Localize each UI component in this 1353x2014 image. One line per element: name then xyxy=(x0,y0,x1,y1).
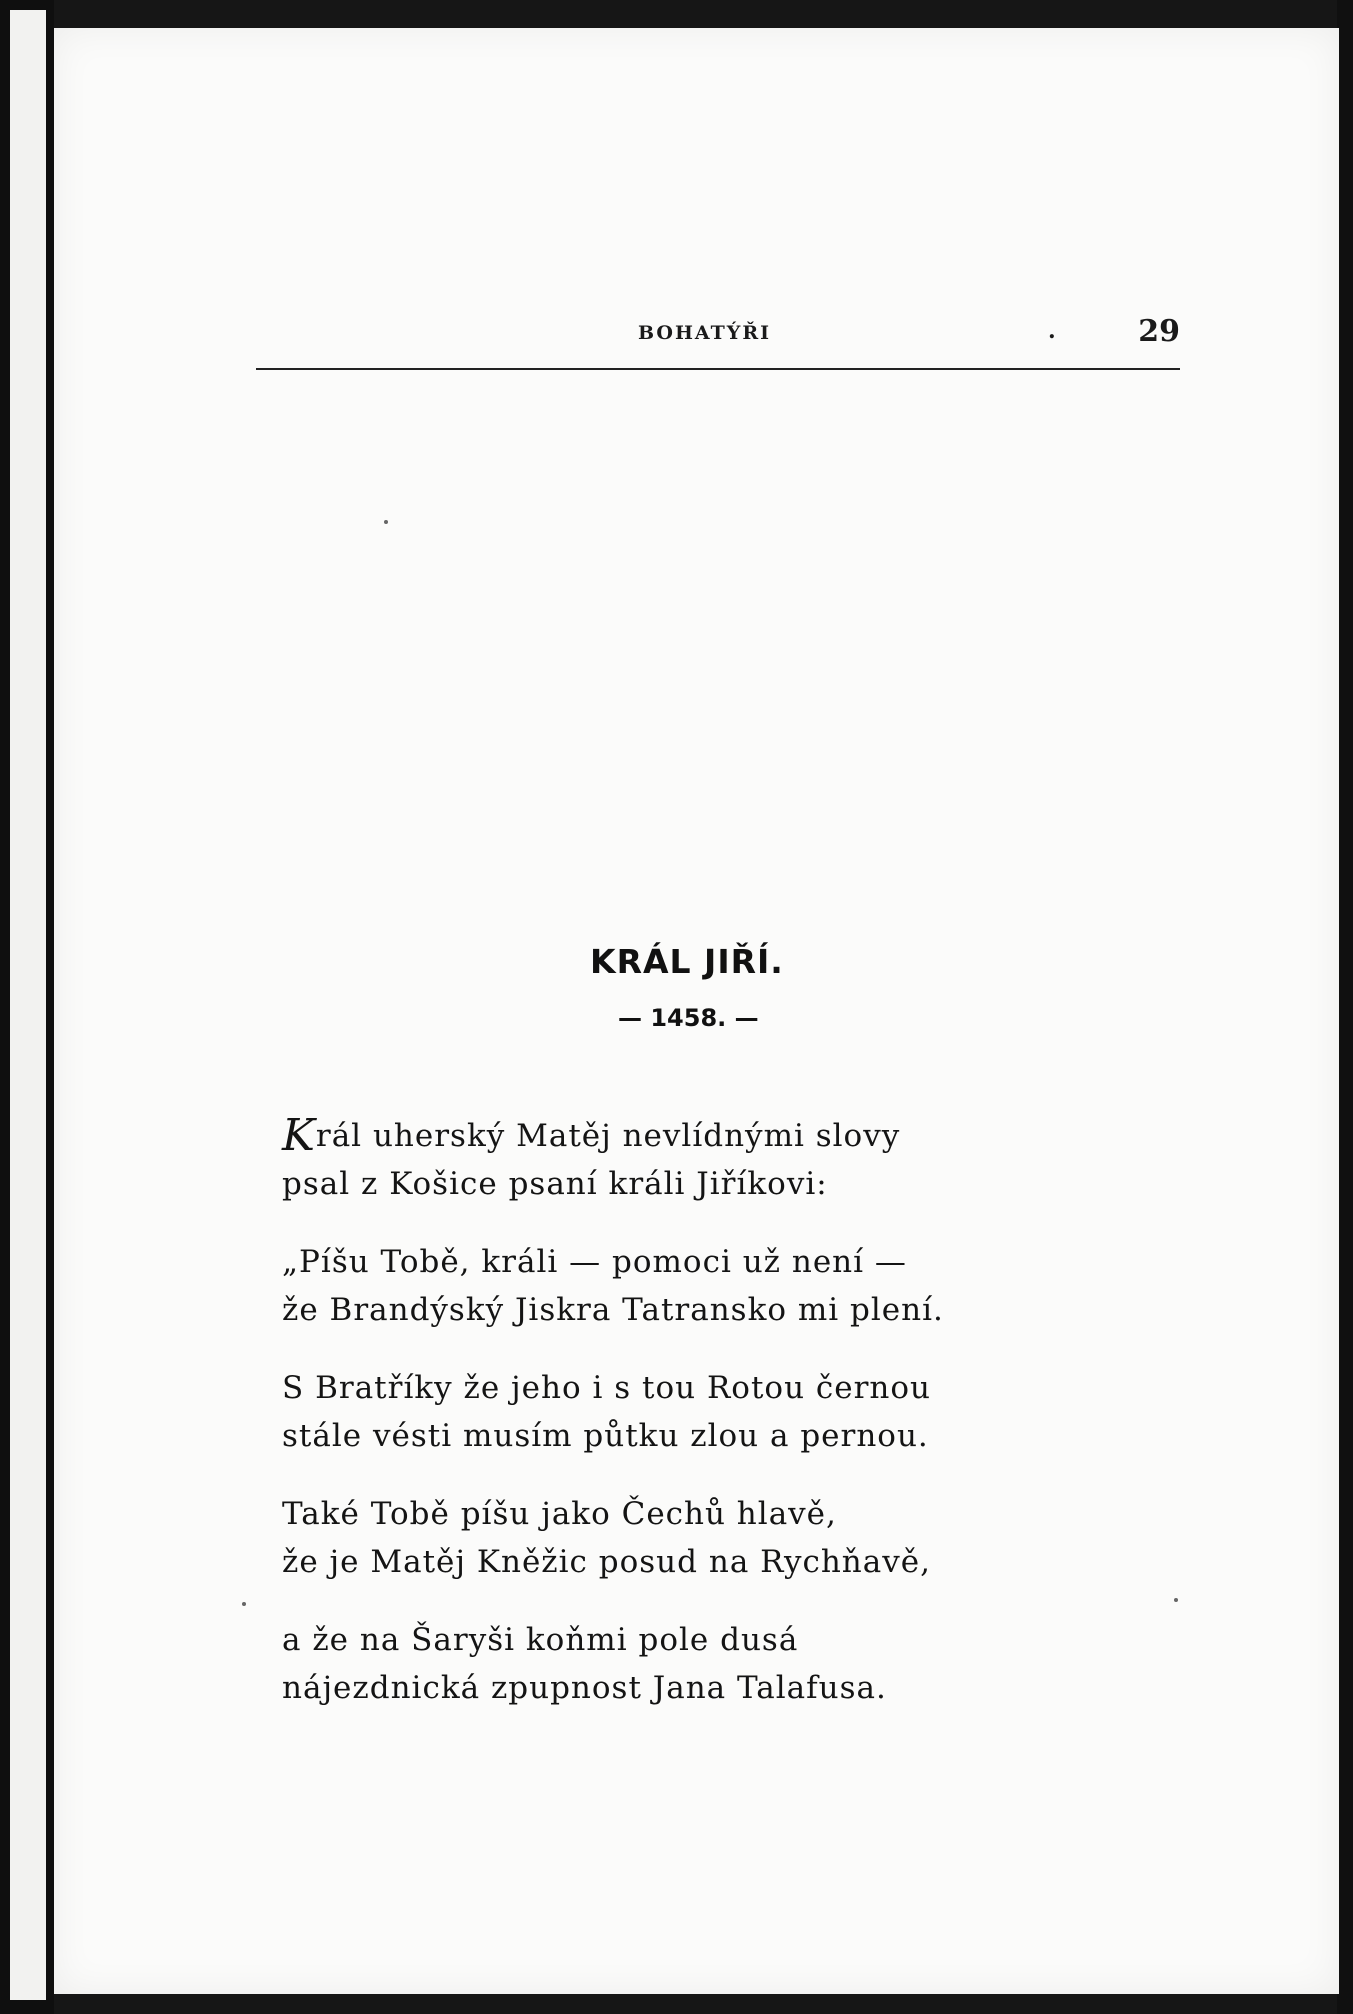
previous-page-edge xyxy=(10,10,46,2000)
poem-year: — 1458. — xyxy=(618,1004,759,1032)
poem-title: KRÁL JIŘÍ. xyxy=(590,942,784,981)
header-separator: . xyxy=(1048,318,1056,344)
page-number: 29 xyxy=(1138,314,1180,349)
running-head: BOHATÝŘI xyxy=(638,322,771,344)
verse-line: S Bratříky že jeho i s tou Rotou černou xyxy=(282,1370,932,1406)
verse-line: že je Matěj Kněžic posud na Rychňavě, xyxy=(282,1544,931,1580)
verse-line: že Brandýský Jiskra Tatransko mi plení. xyxy=(282,1292,944,1328)
verse-line: Také Tobě píšu jako Čechů hlavě, xyxy=(282,1496,837,1532)
stanza xyxy=(282,1364,1082,1460)
stanza xyxy=(282,1112,1082,1208)
paper-speck xyxy=(1174,1598,1178,1602)
page-header xyxy=(256,314,1180,372)
stanza xyxy=(282,1238,1082,1334)
drop-cap: K xyxy=(282,1110,316,1161)
book-binding-edge xyxy=(0,0,54,2014)
verse-line: psal z Košice psaní králi Jiříkovi: xyxy=(282,1166,828,1202)
paper-speck xyxy=(384,520,388,524)
stanza xyxy=(282,1616,1082,1712)
verse-line: „Píšu Tobě, králi — pomoci už není — xyxy=(282,1244,907,1280)
header-rule xyxy=(256,368,1180,370)
scan-border xyxy=(1337,0,1353,2014)
stanza xyxy=(282,1490,1082,1586)
verse-line: nájezdnická zpupnost Jana Talafusa. xyxy=(282,1670,887,1706)
paper-speck xyxy=(242,1602,246,1606)
verse-line: stále vésti musím půtku zlou a pernou. xyxy=(282,1418,929,1454)
poem-body xyxy=(282,1112,1082,1742)
verse-line: a že na Šaryši koňmi pole dusá xyxy=(282,1622,799,1658)
verse-line xyxy=(282,1112,1082,1160)
verse-text: rál uherský Matěj nevlídnými slovy xyxy=(315,1118,901,1154)
